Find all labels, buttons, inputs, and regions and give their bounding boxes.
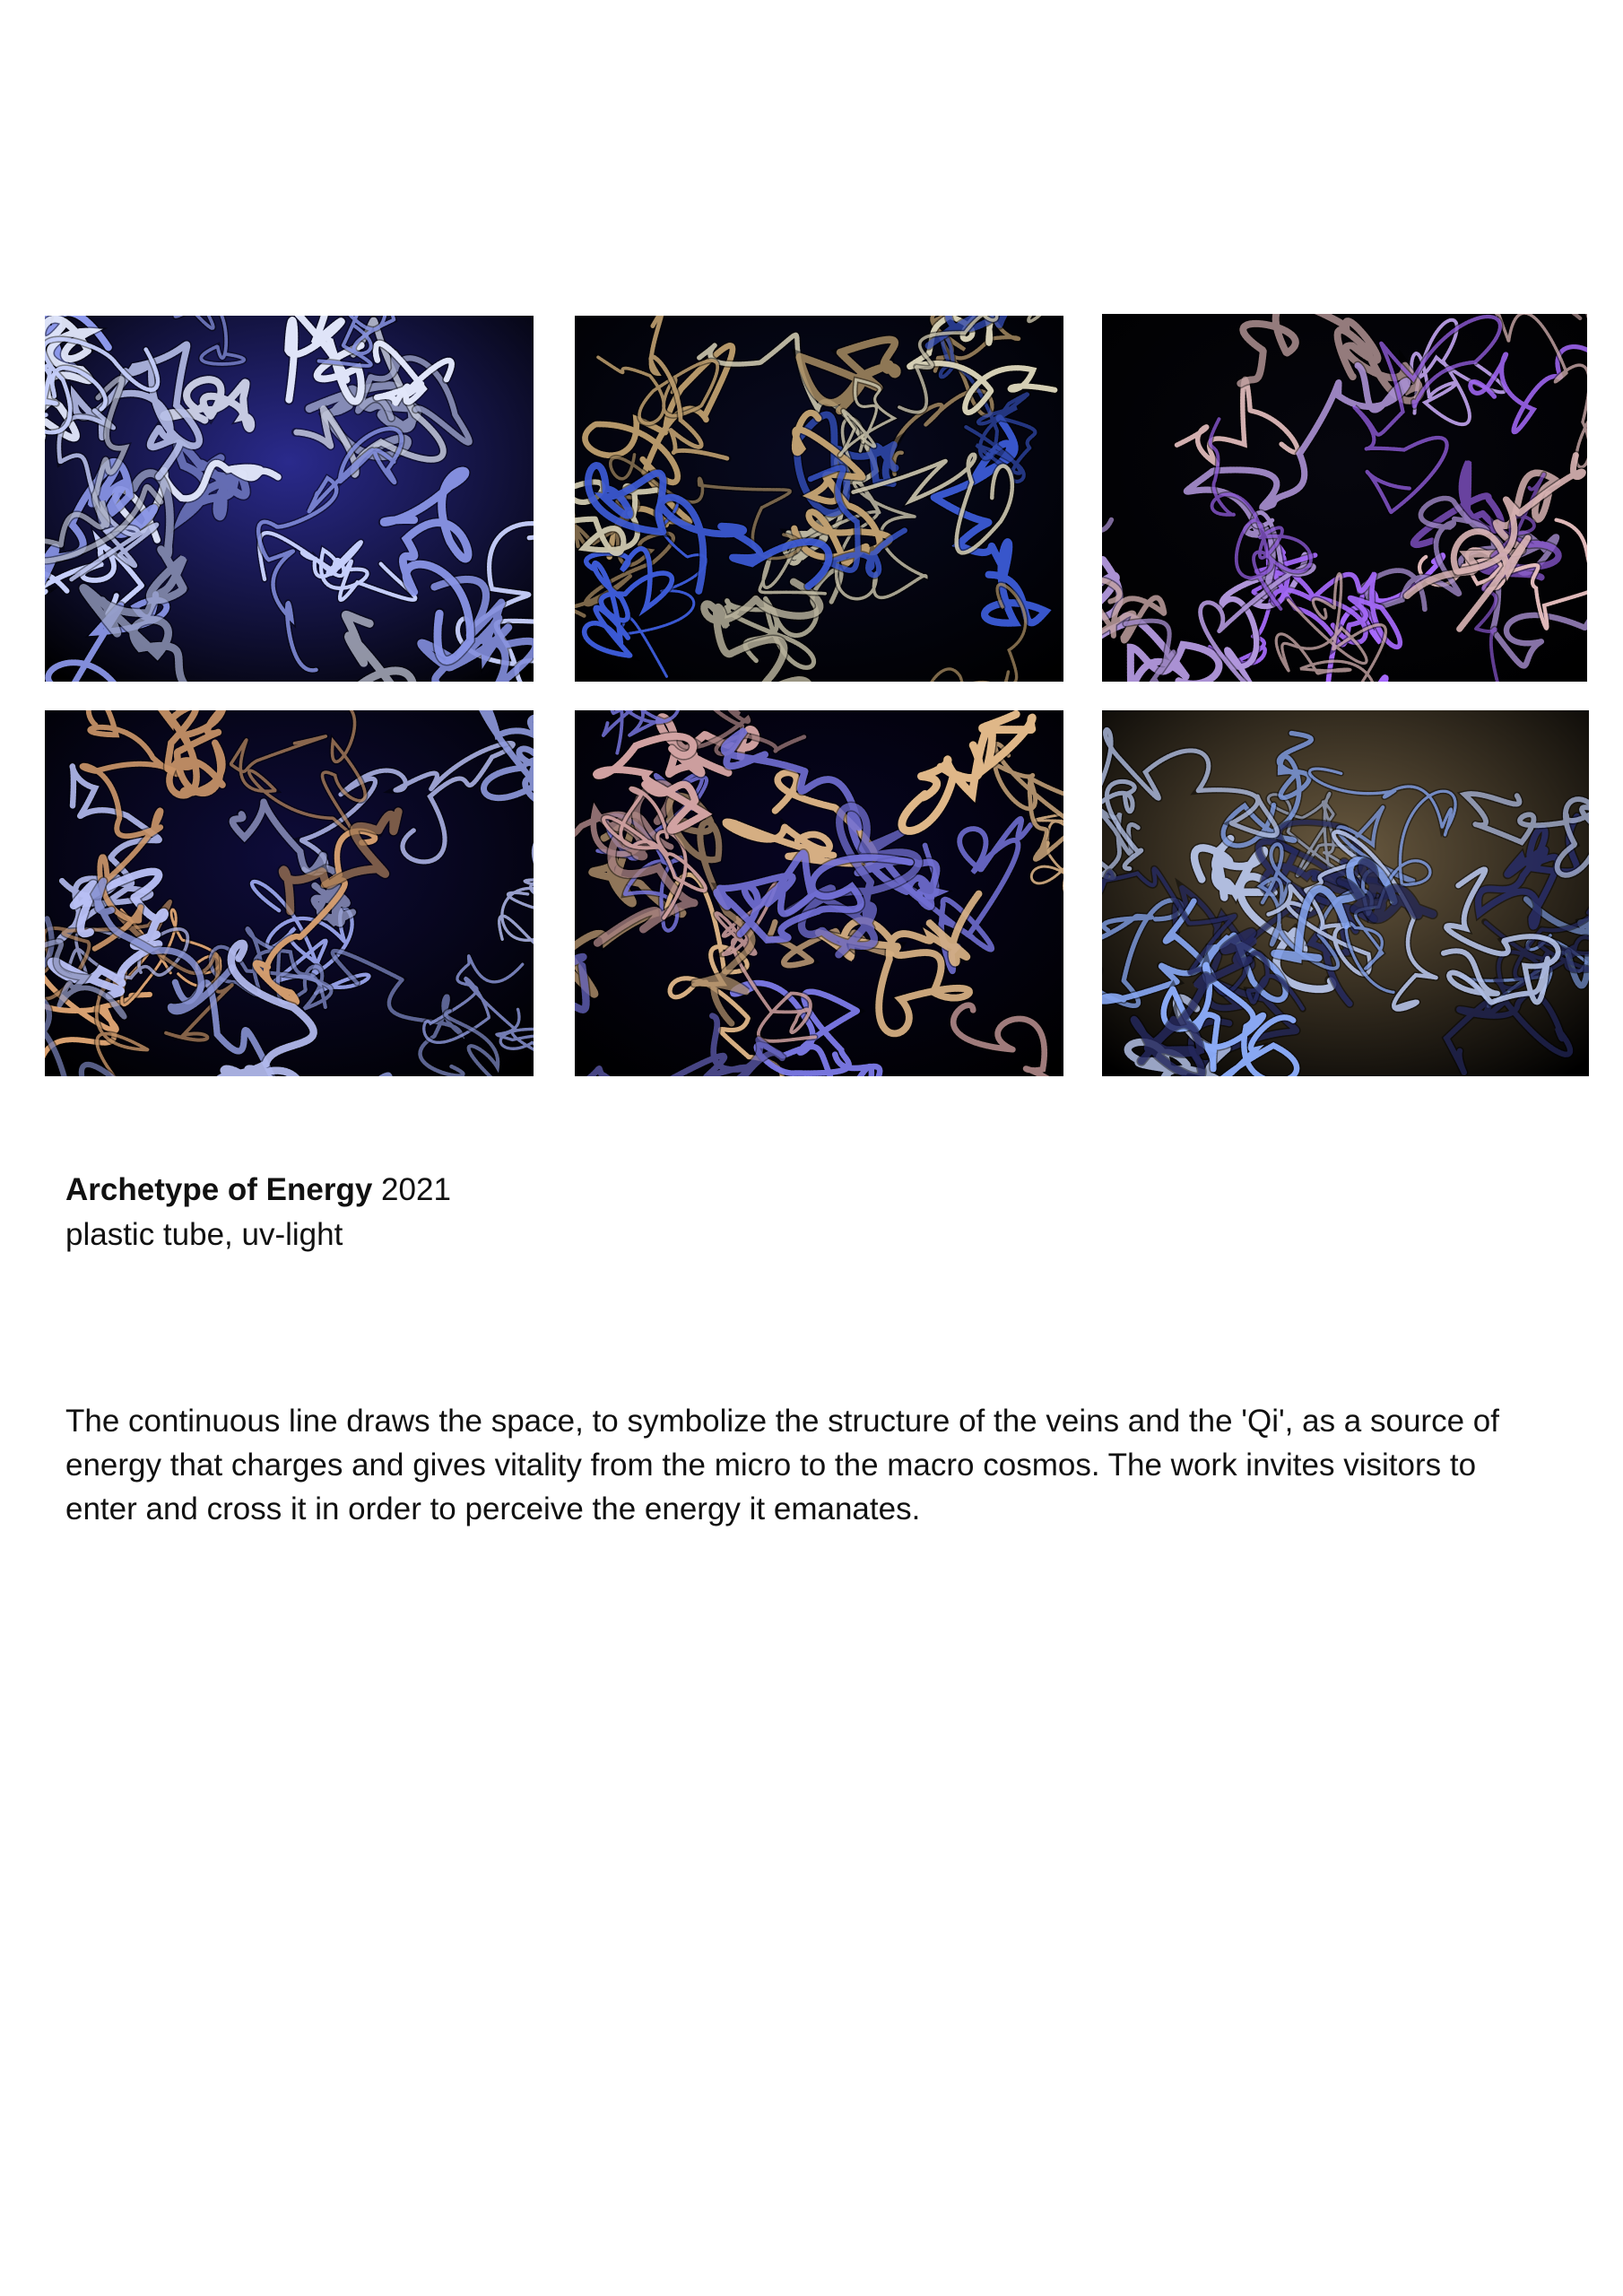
photo-6-image [1102,710,1589,1076]
artwork-photo-5 [575,710,1063,1076]
artwork-description: The continuous line draws the space, to symbolize the structure of the veins and the 'Qi', as a source of energy that charges and gives vitality from the micro to the macro cosmos. The work invites visitors to enter and cross it in order to perceive the energy it emanates. [65,1404,1499,1526]
artwork-photo-6 [1102,710,1589,1076]
photo-3-image [1102,314,1587,682]
artwork-materials: plastic tube, uv-light [65,1217,343,1252]
photo-4-image [45,710,534,1076]
photo-1-image [45,316,534,682]
artwork-photo-1 [45,316,534,682]
artwork-caption [65,1168,451,1257]
artwork-title: Archetype of Energy [65,1172,373,1207]
photo-5-image [575,710,1063,1076]
artwork-photo-4 [45,710,534,1076]
artwork-photo-2 [575,316,1063,682]
photo-2-image [575,316,1063,682]
artwork-year: 2021 [381,1172,451,1207]
artwork-title-line [65,1168,451,1213]
artwork-photo-3 [1102,314,1587,682]
